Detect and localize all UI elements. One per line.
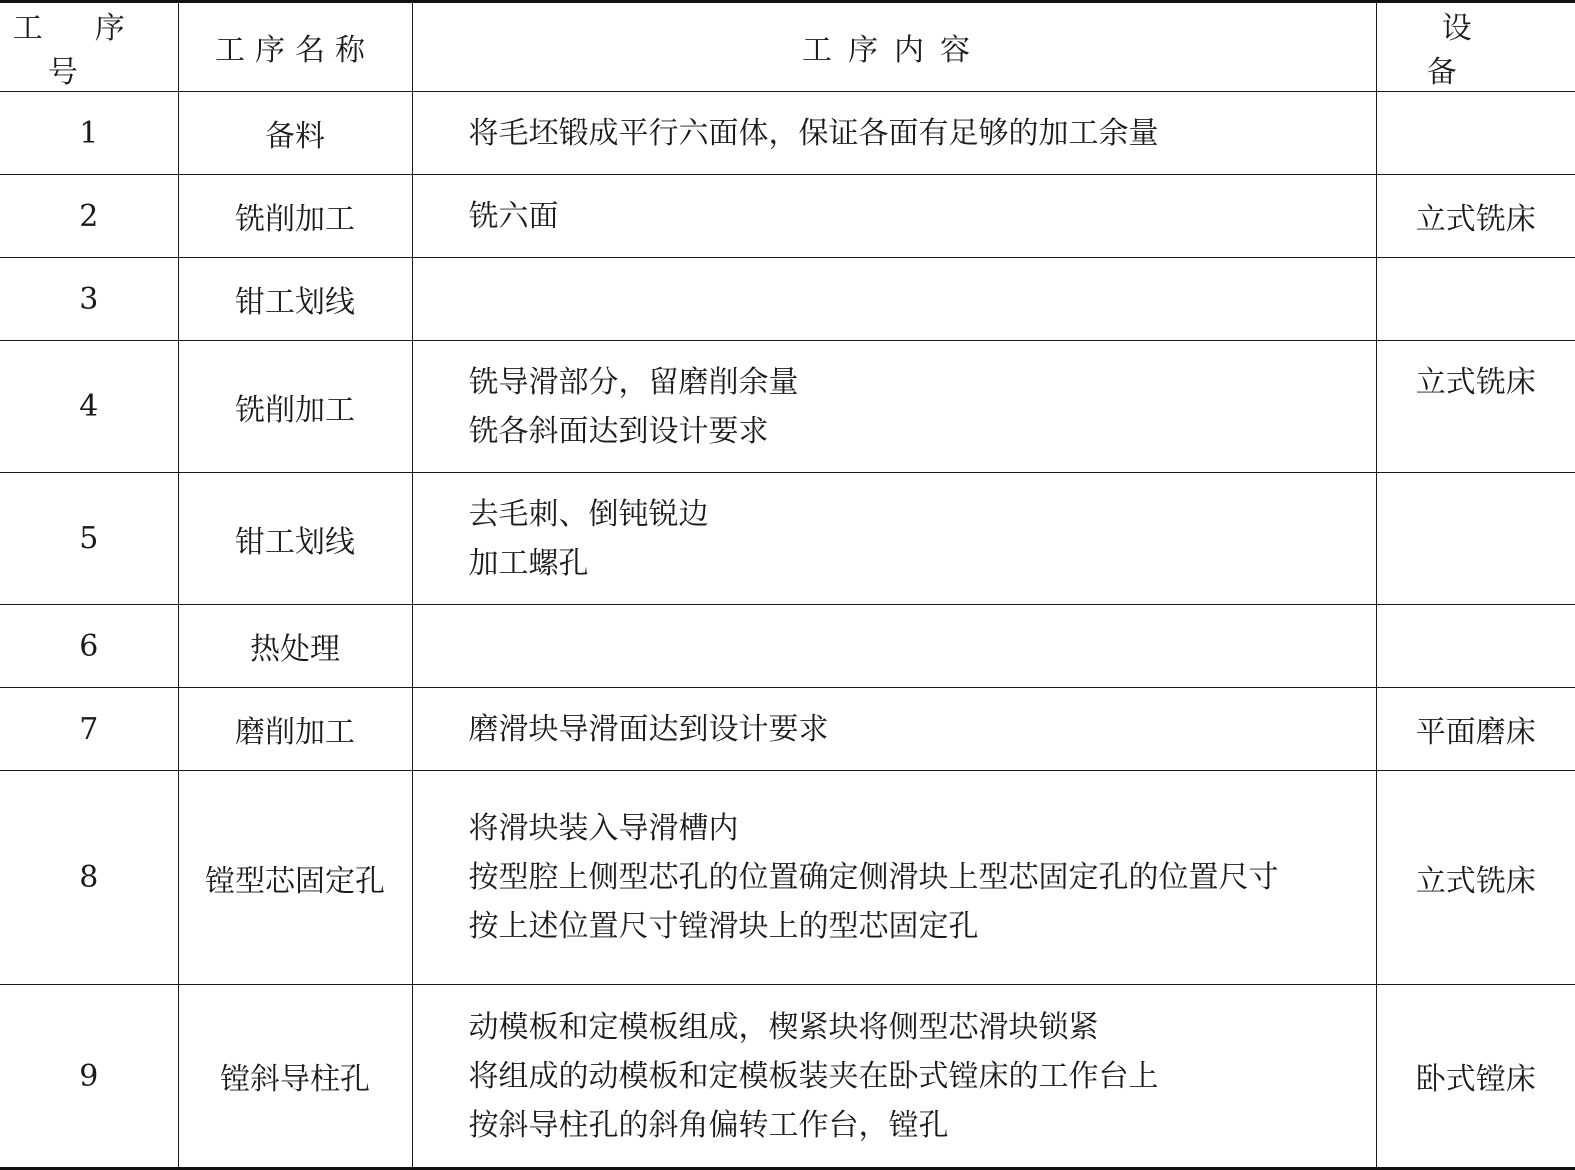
equipment-cell: 平面磨床 <box>1376 688 1575 771</box>
step-name: 铣削加工 <box>178 175 412 258</box>
step-content <box>412 341 1376 473</box>
content-line: 铣各斜面达到设计要求 <box>468 413 769 449</box>
equipment-cell: 立式铣床 <box>1376 341 1575 473</box>
content-line: 按斜导柱孔的斜角偏转工作台，镗孔 <box>468 1107 949 1143</box>
table-row <box>0 175 1575 258</box>
content-line: 磨滑块导滑面达到设计要求 <box>468 711 829 747</box>
step-number: 3 <box>0 258 178 341</box>
step-number: 8 <box>0 771 178 985</box>
content-line: 将毛坯锻成平行六面体，保证各面有足够的加工余量 <box>468 115 1159 151</box>
step-name: 热处理 <box>178 605 412 688</box>
table-row <box>0 258 1575 341</box>
step-content <box>412 473 1376 605</box>
step-content <box>412 605 1376 688</box>
header-step-content: 工序内容 <box>412 2 1376 92</box>
header-equipment: 设备 <box>1376 2 1575 92</box>
content-line: 加工螺孔 <box>468 545 589 581</box>
table-row <box>0 771 1575 985</box>
step-content <box>412 92 1376 175</box>
equipment-cell: 卧式镗床 <box>1376 985 1575 1169</box>
step-name: 镗型芯固定孔 <box>178 771 412 985</box>
equipment-cell: 立式铣床 <box>1376 175 1575 258</box>
step-content <box>412 175 1376 258</box>
step-name: 镗斜导柱孔 <box>178 985 412 1169</box>
content-line: 按上述位置尺寸镗滑块上的型芯固定孔 <box>468 909 979 944</box>
table-row <box>0 473 1575 605</box>
header-step-name: 工序名称 <box>178 2 412 92</box>
table-row <box>0 605 1575 688</box>
step-content <box>412 771 1376 985</box>
equipment-cell <box>1376 605 1575 688</box>
step-number: 4 <box>0 341 178 473</box>
table-row <box>0 985 1575 1169</box>
content-line: 动模板和定模板组成，楔紧块将侧型芯滑块锁紧 <box>468 1009 1099 1045</box>
table-row <box>0 92 1575 175</box>
step-content <box>412 688 1376 771</box>
table-header-row <box>0 2 1575 92</box>
equipment-cell: 立式铣床 <box>1376 771 1575 985</box>
content-line: 去毛刺、倒钝锐边 <box>468 496 709 532</box>
content-line: 铣六面 <box>468 198 559 234</box>
step-number: 9 <box>0 985 178 1169</box>
equipment-cell <box>1376 473 1575 605</box>
step-number: 5 <box>0 473 178 605</box>
equipment-cell <box>1376 258 1575 341</box>
step-number: 6 <box>0 605 178 688</box>
equipment-cell <box>1376 92 1575 175</box>
step-name: 钳工划线 <box>178 258 412 341</box>
content-line: 按型腔上侧型芯孔的位置确定侧滑块上型芯固定孔的位置尺寸 <box>468 860 1279 895</box>
step-number: 7 <box>0 688 178 771</box>
content-line: 铣导滑部分，留磨削余量 <box>468 364 799 400</box>
step-number: 1 <box>0 92 178 175</box>
step-content <box>412 258 1376 341</box>
step-name: 备料 <box>178 92 412 175</box>
content-line: 将滑块装入导滑槽内 <box>468 811 739 846</box>
content-line: 将组成的动模板和定模板装夹在卧式镗床的工作台上 <box>468 1058 1159 1094</box>
header-step-no: 工序号 <box>0 2 178 92</box>
step-content <box>412 985 1376 1169</box>
step-name: 钳工划线 <box>178 473 412 605</box>
table-row <box>0 341 1575 473</box>
step-name: 铣削加工 <box>178 341 412 473</box>
step-name: 磨削加工 <box>178 688 412 771</box>
step-number: 2 <box>0 175 178 258</box>
table-row <box>0 688 1575 771</box>
